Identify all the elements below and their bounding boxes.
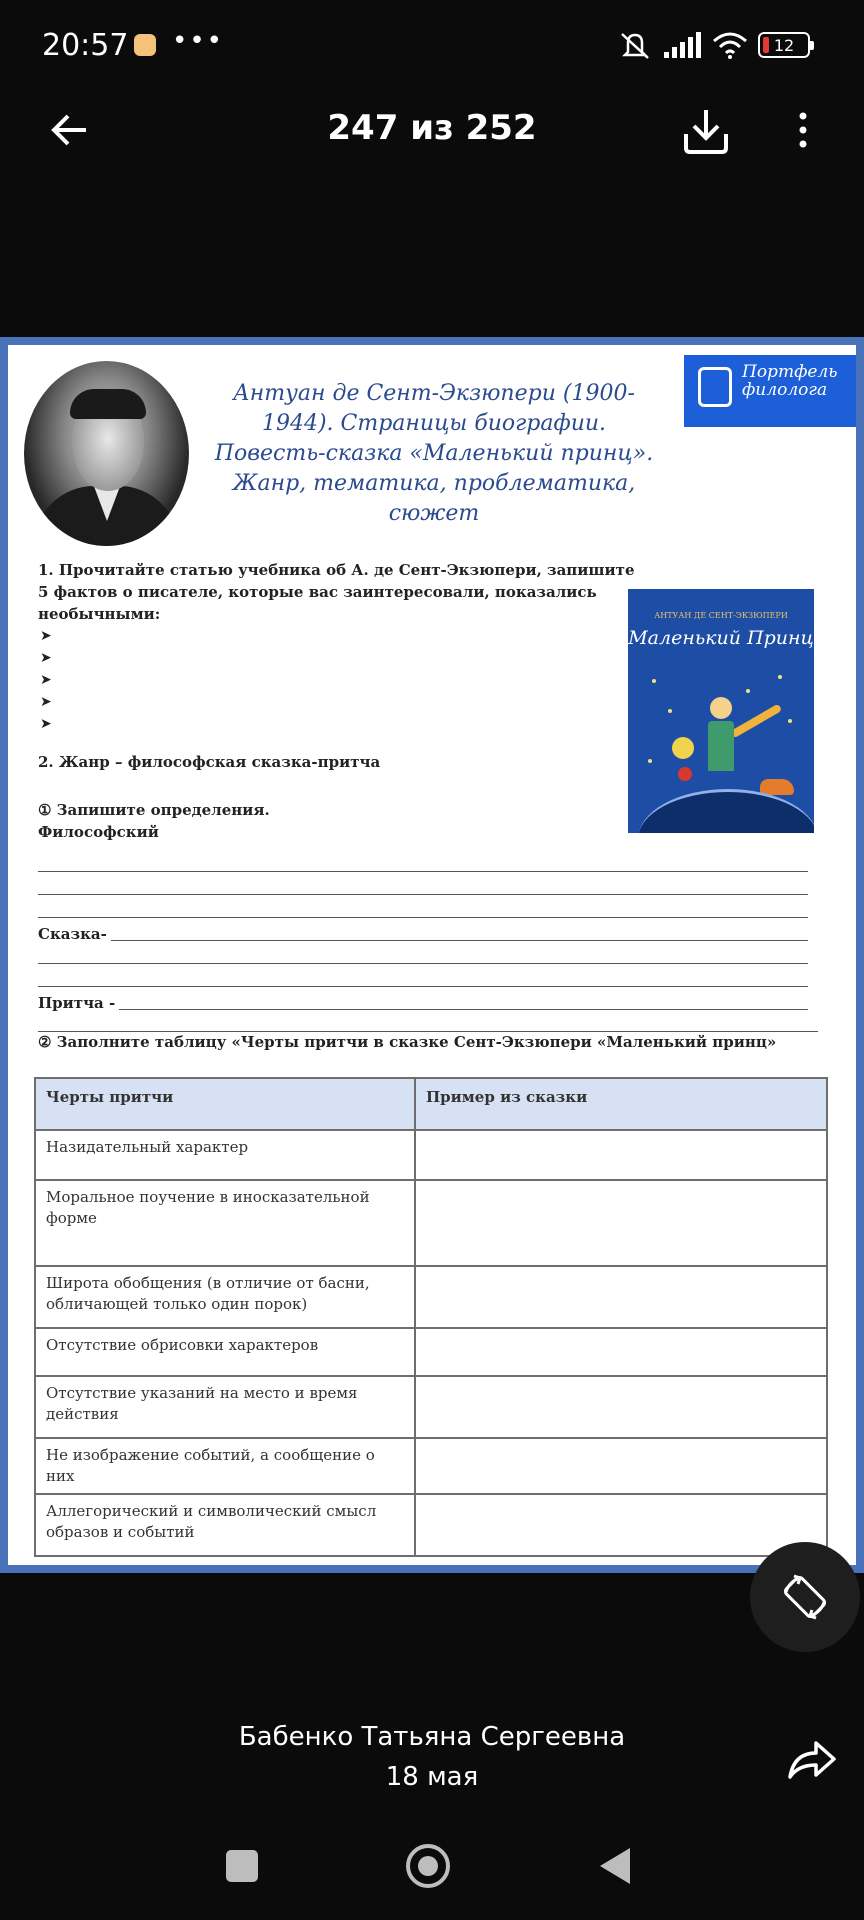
table-cell-trait: Отсутствие указаний на место и время действия: [35, 1376, 415, 1438]
table-cell-example: [415, 1328, 827, 1376]
table-cell-example: [415, 1266, 827, 1328]
document-title: Антуан де Сент-Экзюпери (1900-1944). Страницы биографии. Повесть-сказка «Маленький принц». Жанр, тематика, проблематика, сюжет: [214, 381, 654, 526]
battery-icon: 12: [758, 32, 810, 58]
viewer-toolbar: [0, 90, 864, 170]
table-cell-example: [415, 1130, 827, 1180]
answer-line: [38, 986, 808, 987]
book-cover-image: [628, 589, 814, 833]
author-portrait: [24, 361, 189, 546]
bullet-3: ➤: [40, 672, 52, 688]
answer-line: [38, 894, 808, 895]
home-button[interactable]: [406, 1844, 450, 1888]
answer-line: [38, 871, 808, 872]
bullet-4: ➤: [40, 694, 52, 710]
table-cell-trait: Назидательный характер: [35, 1130, 415, 1180]
table-header-traits: Черты притчи: [35, 1078, 415, 1130]
sender-name: Бабенко Татьяна Сергеевна: [238, 1722, 626, 1752]
recent-apps-button[interactable]: [226, 1850, 258, 1882]
sent-date: 18 мая: [385, 1762, 479, 1792]
table-cell-example: [415, 1494, 827, 1556]
nav-back-button[interactable]: [600, 1848, 630, 1884]
status-bar: [0, 0, 864, 90]
notification-app-icon: [134, 34, 156, 56]
table-cell-trait: Аллегорический и символический смысл образов и событий: [35, 1494, 415, 1556]
label-skazka: Сказка-: [38, 925, 111, 943]
task-2-2-text: ② Заполните таблицу «Черты притчи в сказке Сент-Экзюпери «Маленький принц»: [38, 1033, 777, 1051]
task-1-text: 1. Прочитайте статью учебника об А. де Сент-Экзюпери, запишите 5 фактов о писателе, которые вас заинтересовали, показались необычными:: [38, 561, 635, 623]
more-options-icon[interactable]: [786, 104, 820, 156]
label-pritcha: Притча -: [38, 994, 119, 1012]
table-cell-example: [415, 1376, 827, 1438]
table-cell-example: [415, 1438, 827, 1494]
table-cell-trait: Широта обобщения (в отличие от басни, обличающей только один порок): [35, 1266, 415, 1328]
clock: 20:57: [42, 28, 129, 63]
share-icon[interactable]: [786, 1735, 838, 1783]
rotate-button[interactable]: [750, 1542, 860, 1652]
task-2-1-text: ① Запишите определения. Философский: [38, 801, 270, 841]
fact-bullets: [40, 625, 52, 735]
document-page[interactable]: [0, 337, 864, 1573]
rotate-icon: [778, 1570, 832, 1624]
table-cell-trait: Отсутствие обрисовки характеров: [35, 1328, 415, 1376]
book-author: АНТУАН ДЕ СЕНТ-ЭКЗЮПЕРИ: [654, 611, 788, 620]
parable-traits-table: [34, 1077, 828, 1557]
publisher-logo: Портфель филолога: [684, 355, 856, 427]
bullet-5: ➤: [40, 716, 52, 732]
page-indicator: 247 из 252: [327, 108, 537, 148]
answer-line: [38, 917, 808, 918]
table-cell-trait: Моральное поучение в иносказательной форме: [35, 1180, 415, 1266]
table-header-examples: Пример из сказки: [415, 1078, 827, 1130]
bullet-1: ➤: [40, 628, 52, 644]
wifi-icon: [712, 31, 748, 59]
bullet-2: ➤: [40, 650, 52, 666]
book-title: Маленький Принц: [628, 627, 814, 649]
table-cell-trait: Не изображение событий, а сообщение о них: [35, 1438, 415, 1494]
answer-line: [38, 963, 808, 964]
download-icon[interactable]: [680, 104, 732, 156]
mute-icon: [618, 30, 652, 60]
table-cell-example: [415, 1180, 827, 1266]
answer-line: [38, 1009, 808, 1010]
answer-line: [38, 940, 808, 941]
answer-line: [38, 1031, 818, 1032]
more-notifications-icon: •••: [172, 26, 225, 56]
task-2-text: 2. Жанр – философская сказка-притча: [38, 753, 381, 771]
signal-icon: [662, 32, 702, 58]
